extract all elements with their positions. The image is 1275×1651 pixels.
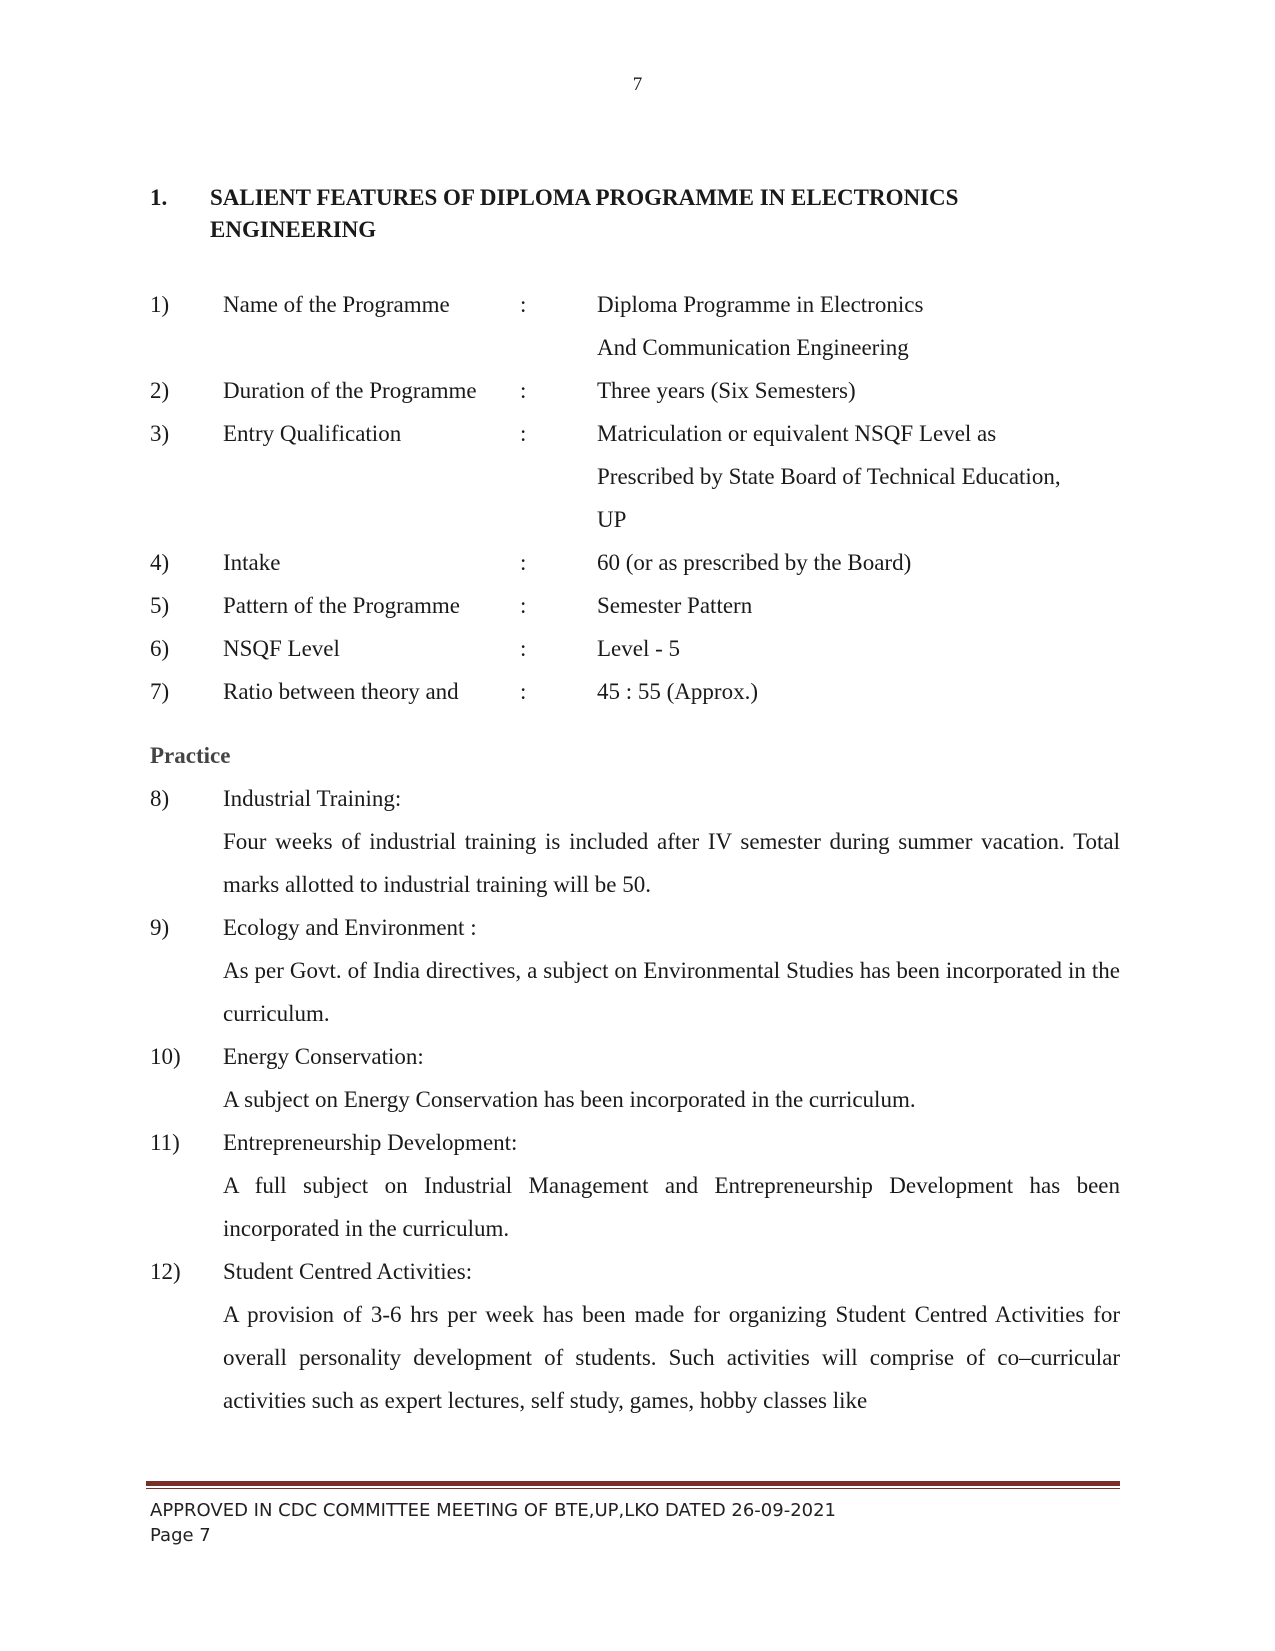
- feature-colon: :: [520, 636, 527, 661]
- feature-label: Entry Qualification: [223, 421, 402, 446]
- feature-value: 45 : 55 (Approx.): [597, 679, 758, 704]
- feature-number: 7): [150, 679, 170, 704]
- feature-label: Pattern of the Programme: [223, 593, 460, 618]
- feature-value: UP: [597, 507, 627, 532]
- item-title: Entrepreneurship Development:: [223, 1130, 518, 1155]
- feature-value: Semester Pattern: [597, 593, 753, 618]
- feature-number: 1): [150, 292, 170, 317]
- feature-colon: :: [520, 292, 527, 317]
- item-body: As per Govt. of India directives, a subject on Environmental Studies has been incorporated in the curriculum.: [223, 958, 1120, 1026]
- item-number: 8): [150, 786, 170, 811]
- feature-number: 4): [150, 550, 170, 575]
- page-number: 7: [632, 74, 643, 95]
- item-number: 12): [150, 1259, 181, 1284]
- practice-label: Practice: [150, 743, 231, 768]
- item-body: Four weeks of industrial training is included after IV semester during summer vacation. Total marks allotted to industrial training will be 50.: [223, 829, 1120, 897]
- item-number: 9): [150, 915, 170, 940]
- feature-number: 2): [150, 378, 170, 403]
- feature-number: 6): [150, 636, 170, 661]
- feature-colon: :: [520, 679, 527, 704]
- feature-colon: :: [520, 378, 527, 403]
- footer-rule-thin: [146, 1488, 1120, 1489]
- feature-label: Ratio between theory and: [223, 679, 459, 704]
- feature-value: Level - 5: [597, 636, 681, 661]
- feature-colon: :: [520, 593, 527, 618]
- item-number: 10): [150, 1044, 181, 1069]
- feature-value: Matriculation or equivalent NSQF Level as: [597, 421, 997, 446]
- item-title: Student Centred Activities:: [223, 1259, 473, 1284]
- item-body: A provision of 3-6 hrs per week has been made for organizing Student Centred Activities for overall personality development of students. Such activities will comprise of co–curricular activities such as expert lectures, self study, games, hobby classes like: [223, 1302, 1120, 1413]
- item-title: Ecology and Environment :: [223, 915, 477, 940]
- feature-label: Duration of the Programme: [223, 378, 477, 403]
- feature-label: NSQF Level: [223, 636, 340, 661]
- feature-number: 3): [150, 421, 170, 446]
- feature-value: 60 (or as prescribed by the Board): [597, 550, 912, 575]
- item-body: A full subject on Industrial Management and Entrepreneurship Development has been incorporated in the curriculum.: [223, 1173, 1120, 1241]
- feature-colon: :: [520, 550, 527, 575]
- feature-label: Intake: [223, 550, 281, 575]
- feature-colon: :: [520, 421, 527, 446]
- feature-value: Prescribed by State Board of Technical Education,: [597, 464, 1061, 489]
- feature-label: Name of the Programme: [223, 292, 450, 317]
- footer-rule: [146, 1481, 1120, 1486]
- feature-value: And Communication Engineering: [597, 335, 909, 360]
- footer-approval: APPROVED IN CDC COMMITTEE MEETING OF BTE,UP,LKO DATED 26-09-2021: [150, 1500, 837, 1521]
- item-body: A subject on Energy Conservation has been incorporated in the curriculum.: [223, 1087, 916, 1112]
- footer-page: Page 7: [150, 1525, 211, 1546]
- section-number: 1.: [150, 185, 168, 210]
- feature-number: 5): [150, 593, 170, 618]
- item-title: Energy Conservation:: [223, 1044, 424, 1069]
- item-title: Industrial Training:: [223, 786, 402, 811]
- feature-value: Three years (Six Semesters): [597, 378, 856, 403]
- item-number: 11): [150, 1130, 180, 1155]
- section-heading: SALIENT FEATURES OF DIPLOMA PROGRAMME IN ELECTRONICS ENGINEERING: [210, 185, 959, 242]
- feature-value: Diploma Programme in Electronics: [597, 292, 924, 317]
